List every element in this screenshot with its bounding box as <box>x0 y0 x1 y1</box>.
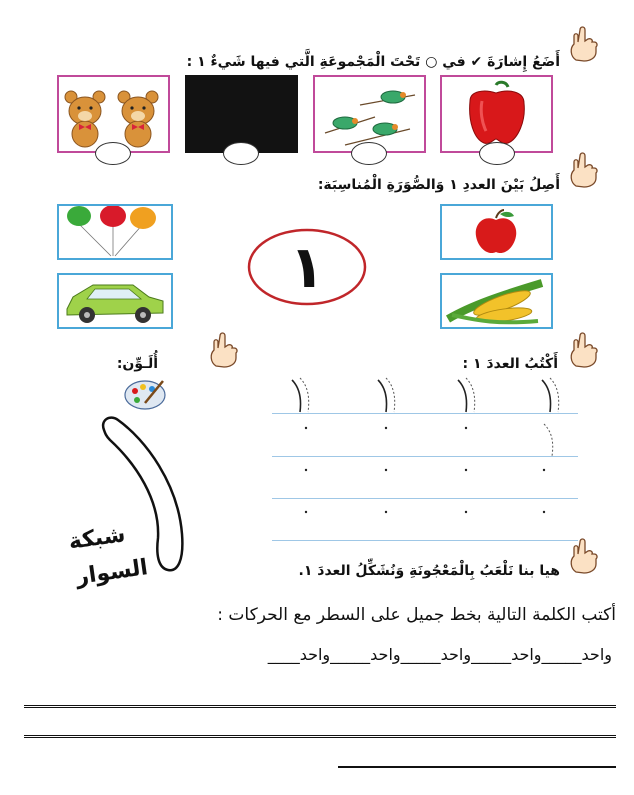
answer-circle-pepper[interactable] <box>479 142 515 165</box>
numeral-one-text: ١ <box>289 233 325 301</box>
image-box-apple[interactable] <box>440 204 553 260</box>
section1-instruction: أَضَعُ إِشارَةَ ✔ في ○ تَحْتَ الْمَجْموعَةِ الَّتي فيها شَيءٌ ١ : <box>186 54 560 70</box>
image-box-balloons[interactable] <box>57 204 173 260</box>
car-image <box>59 275 171 327</box>
writing-instruction: أكتب الكلمة التالية بخط جميل على السطر مع الحركات : <box>217 605 616 625</box>
teddy-bears-image <box>59 77 168 151</box>
tracing-guides <box>272 374 578 544</box>
big-numeral-one-outline <box>96 414 196 574</box>
word-practice-row: واحد_____واحد_____واحد_____واحد_____واحد____ <box>267 645 612 664</box>
section3-instruction: أَكْتُبُ العددَ ١ : <box>462 356 558 372</box>
pointing-hand-icon <box>566 26 600 62</box>
writing-line[interactable] <box>338 766 616 768</box>
answer-circle-moon[interactable] <box>223 142 259 165</box>
image-box-corn[interactable] <box>440 273 553 329</box>
corn-image <box>442 275 551 327</box>
apple-image <box>442 206 551 258</box>
section2-instruction: أَصِلُ بَيْنَ العددِ ١ وَالصُّوَرَةِ الْمُناسِبَة: <box>317 177 560 193</box>
birds-image <box>315 77 424 151</box>
pointing-hand-icon <box>566 152 600 188</box>
writing-line[interactable] <box>24 705 616 708</box>
answer-circle-birds[interactable] <box>351 142 387 165</box>
image-box-car[interactable] <box>57 273 173 329</box>
pointing-hand-icon <box>566 538 600 574</box>
writing-line[interactable] <box>24 735 616 738</box>
pointing-hand-icon <box>206 332 240 368</box>
watermark-line1: شبكة <box>67 522 127 555</box>
section5-instruction: هيا بنا نَلْعَبُ بِالْمَعْجُونَةِ وَنُشَكِّلُ العددَ ١. <box>298 563 560 579</box>
balloons-image <box>59 206 171 258</box>
color-label: أُلَـوِّن: <box>116 356 158 372</box>
answer-circle-bears[interactable] <box>95 142 131 165</box>
watermark-line2: السوار <box>74 555 150 590</box>
pointing-hand-icon <box>566 332 600 368</box>
paint-palette-icon <box>123 377 167 411</box>
red-pepper-image <box>442 77 551 151</box>
